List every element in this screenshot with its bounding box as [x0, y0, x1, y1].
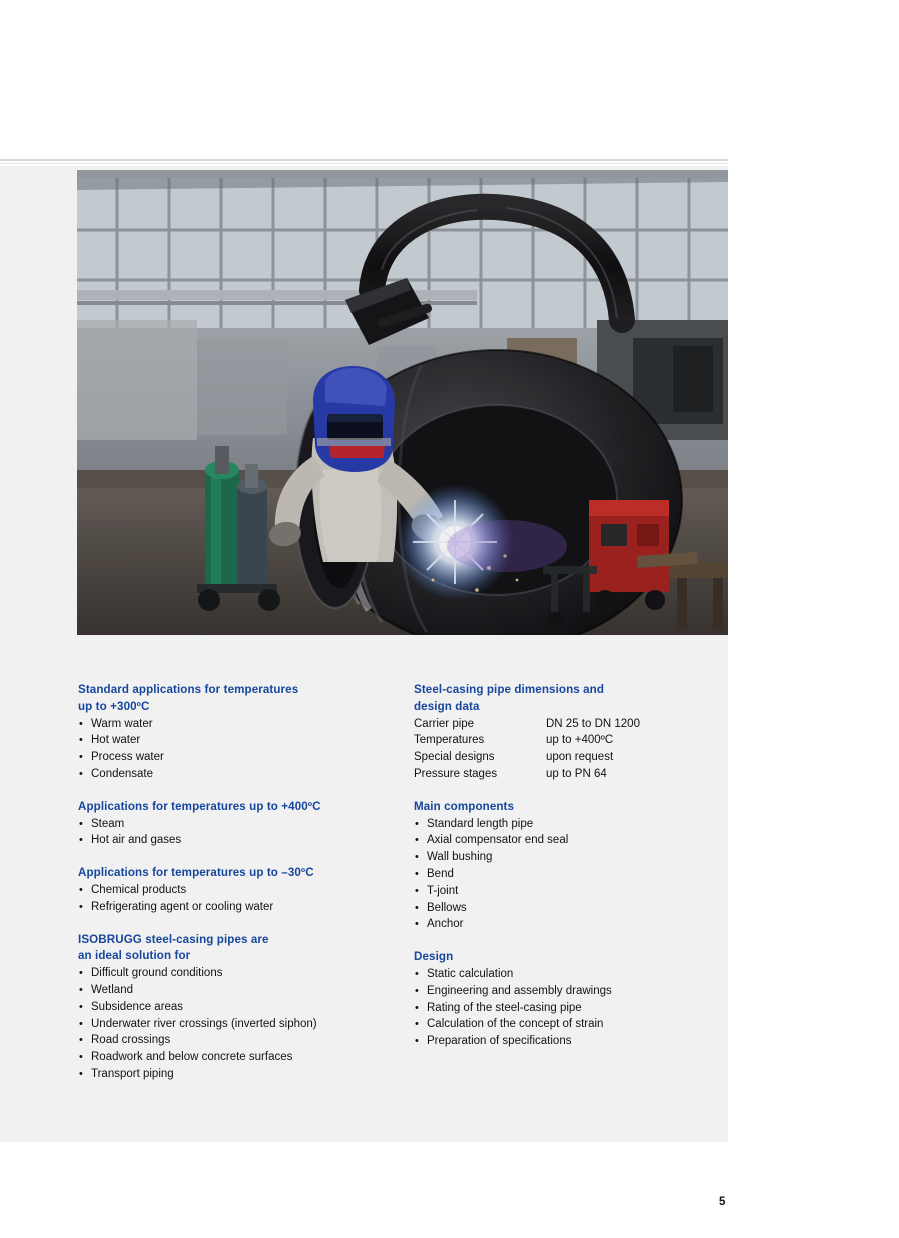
- bullet-list: [78, 816, 398, 850]
- list-item: • Hot air and gases: [78, 832, 398, 849]
- list-item: • Axial compensator end seal: [414, 832, 714, 849]
- list-item: • Wetland: [78, 982, 398, 999]
- section-applications-400c: [78, 799, 398, 849]
- bullet-list: [414, 966, 714, 1050]
- spec-key: Carrier pipe: [414, 717, 475, 730]
- list-item: • Rating of the steel-casing pipe: [414, 1000, 714, 1017]
- bullet-list: [78, 716, 398, 783]
- section-heading: [78, 682, 398, 716]
- list-item: • Steam: [78, 816, 398, 833]
- header-rule: [0, 159, 728, 161]
- heading-line-1: Standard applications for temperatures: [78, 683, 299, 696]
- bullet-list: [414, 816, 714, 934]
- spec-row: [414, 766, 714, 783]
- left-text-column: [78, 682, 398, 1099]
- list-item: • Condensate: [78, 766, 398, 783]
- heading-line-1: Steel-casing pipe dimensions and: [414, 683, 605, 696]
- section-heading: [78, 932, 398, 966]
- bullet-list: [78, 882, 398, 916]
- list-item: • Hot water: [78, 732, 398, 749]
- spec-value: up to PN 64: [546, 767, 607, 780]
- heading-line-2: up to +300ºC: [78, 699, 150, 713]
- heading-line-1: ISOBRUGG steel-casing pipes are: [78, 932, 269, 946]
- spec-value: upon request: [546, 751, 614, 764]
- list-item: • Road crossings: [78, 1032, 398, 1049]
- right-text-column: [414, 682, 714, 1066]
- bullet-list: [78, 965, 398, 1083]
- list-item: • Refrigerating agent or cooling water: [78, 899, 398, 916]
- heading-line-2: an ideal solution for: [78, 949, 191, 963]
- list-item: • Calculation of the concept of strain: [414, 1016, 714, 1033]
- section-standard-applications: [78, 682, 398, 783]
- list-item: • Chemical products: [78, 882, 398, 899]
- spec-row: [414, 732, 714, 749]
- list-item: • Difficult ground conditions: [78, 965, 398, 982]
- list-item: • Wall bushing: [414, 849, 714, 866]
- section-design: [414, 949, 714, 1050]
- list-item: • Transport piping: [78, 1066, 398, 1083]
- spec-key: Special designs: [414, 751, 495, 764]
- spec-value: up to +400ºC: [546, 734, 614, 747]
- section-applications-minus30c: [78, 865, 398, 915]
- list-item: • Process water: [78, 749, 398, 766]
- list-item: • Preparation of specifications: [414, 1033, 714, 1050]
- spec-row: [414, 749, 714, 766]
- section-isobrugg-solution: [78, 932, 398, 1083]
- section-heading: Design: [414, 950, 454, 964]
- list-item: • T-joint: [414, 883, 714, 900]
- spec-key: Temperatures: [414, 734, 485, 747]
- list-item: • Roadwork and below concrete surfaces: [78, 1049, 398, 1066]
- list-item: • Engineering and assembly drawings: [414, 983, 714, 1000]
- heading-line-2: design data: [414, 699, 480, 713]
- welding-workshop-image: [77, 170, 728, 635]
- list-item: • Standard length pipe: [414, 816, 714, 833]
- section-heading: Applications for temperatures up to –30ºC: [78, 866, 314, 880]
- list-item: • Bellows: [414, 900, 714, 917]
- list-item: • Bend: [414, 866, 714, 883]
- list-item: • Underwater river crossings (inverted siphon): [78, 1016, 398, 1033]
- section-heading: [414, 682, 714, 716]
- list-item: • Subsidence areas: [78, 999, 398, 1016]
- spec-value: DN 25 to DN 1200: [546, 717, 640, 730]
- section-heading: Main components: [414, 799, 515, 813]
- section-heading: Applications for temperatures up to +400ºC: [78, 799, 321, 813]
- header-rule-secondary: [0, 163, 728, 164]
- page-number: 5: [719, 1196, 726, 1208]
- list-item: • Static calculation: [414, 966, 714, 983]
- spec-key: Pressure stages: [414, 767, 498, 780]
- section-main-components: [414, 799, 714, 933]
- list-item: • Anchor: [414, 916, 714, 933]
- section-pipe-dimensions: [414, 682, 714, 783]
- spec-row: [414, 716, 714, 733]
- list-item: • Warm water: [78, 716, 398, 733]
- hero-photo: [77, 170, 728, 635]
